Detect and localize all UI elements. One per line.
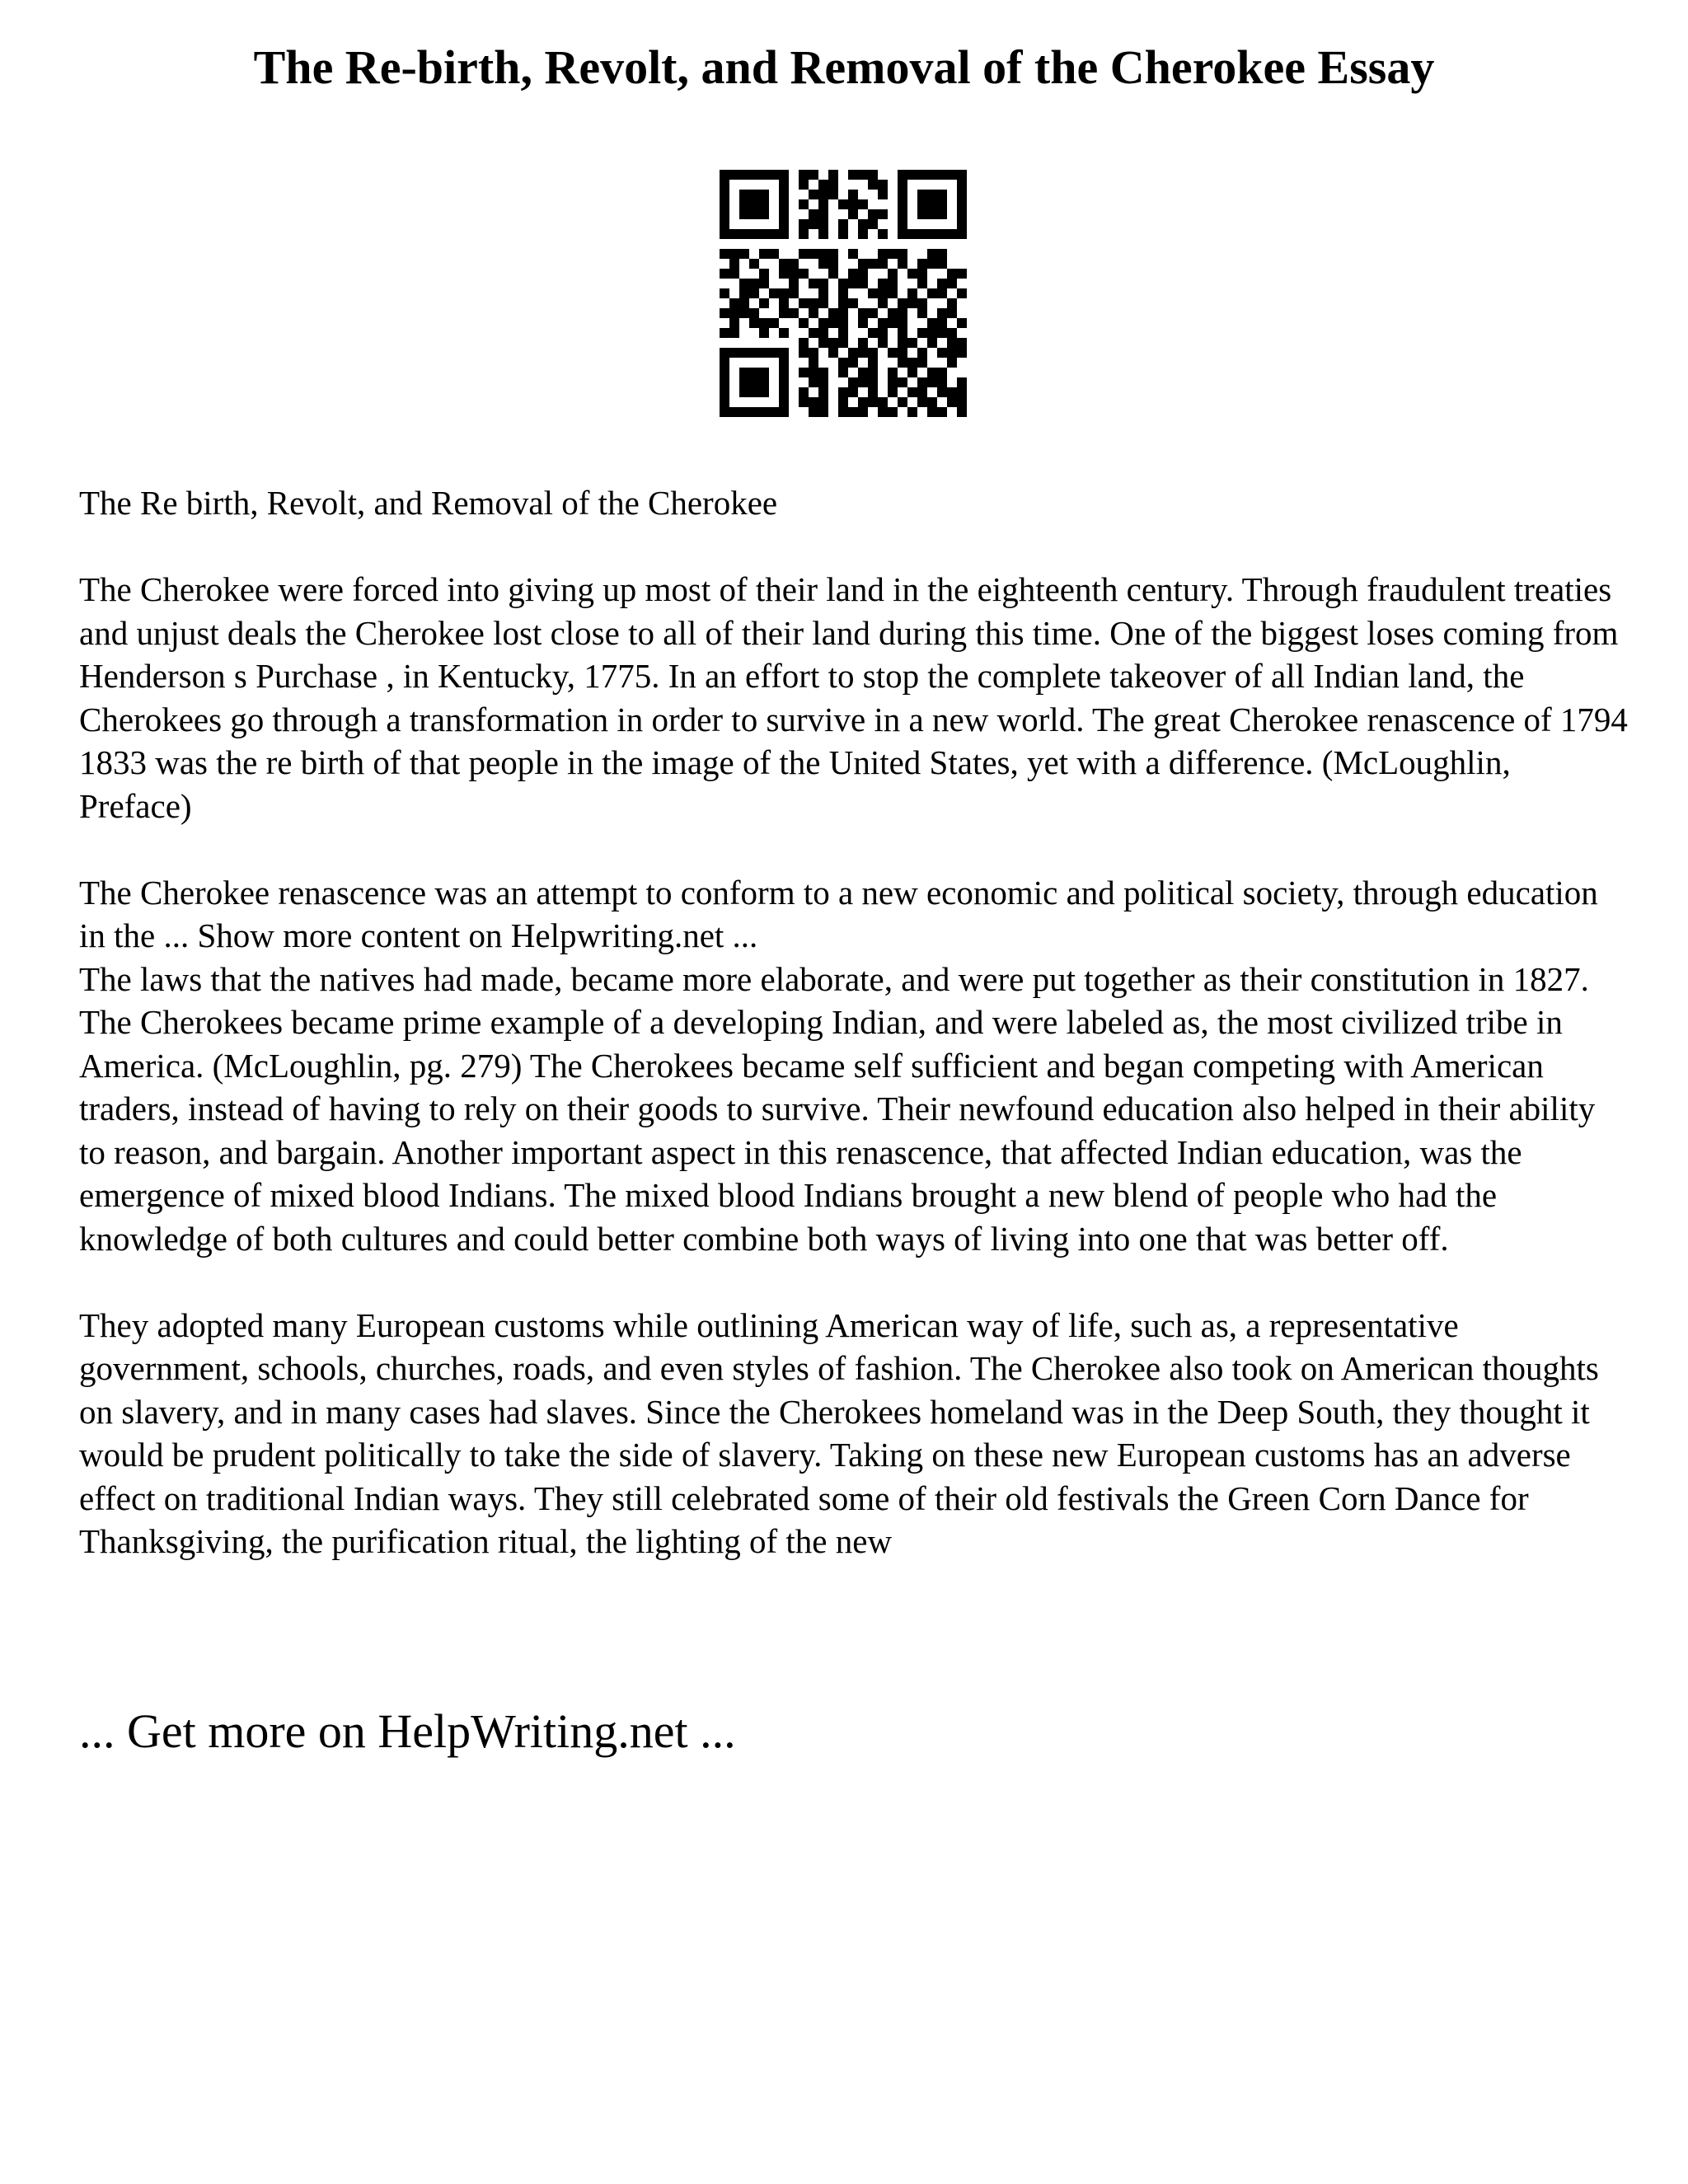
document-title: The Re-birth, Revolt, and Removal of the Cherokee Essay [253,40,1435,94]
body-paragraph: The Cherokee renascence was an attempt to conform to a new economic and political society, through education in the ... Show more content on Helpwriting.net ... [79,873,1598,954]
paragraph-spacer [79,1260,1629,1304]
document-body [79,481,1629,1563]
body-paragraph: The laws that the natives had made, became more elaborate, and were put together as their constitution in 1827. The Cherokees became prime example of a developing Indian, and were labeled as, the most civilized tribe in America. (McLoughlin, pg. 279) The Cherokees became self sufficient and began competing with American traders, instead of having to rely on their goods to survive. Their newfound education also helped in their ability to reason, and bargain. Another important aspect in this renascence, that affected Indian education, was the emergence of mixed blood Indians. The mixed blood Indians brought a new blend of people who had the knowledge of both cultures and could better combine both ways of living into one that was better off. [79,959,1596,1258]
body-paragraph: They adopted many European customs while outlining American way of life, such as, a representative government, schools, churches, roads, and even styles of fashion. The Cherokee also took on American thoughts on slavery, and in many cases had slaves. Since the Cherokees homeland was in the Deep South, they thought it would be prudent politically to take the side of slavery. Taking on these new European customs has an adverse effect on traditional Indian ways. They still celebrated some of their old festivals the Green Corn Dance for Thanksgiving, the purification ritual, the lighting of the new [79,1305,1599,1560]
paragraph-spacer [79,525,1629,569]
qr-code-graphic [720,170,967,417]
qr-code-icon [720,170,967,417]
get-more-link[interactable]: ... Get more on HelpWriting.net ... [79,1704,736,1758]
body-paragraph: The Cherokee were forced into giving up most of their land in the eighteenth century. Through fraudulent treaties and unjust deals the Cherokee lost close to all of their land during this time. One of the biggest loses coming from Henderson s Purchase , in Kentucky, 1775. In an effort to stop the complete takeover of all Indian land, the Cherokees go through a transformation in order to survive in a new world. The great Cherokee renascence of 1794 1833 was the re birth of that people in the image of the United States, yet with a difference. (McLoughlin, Preface) [79,570,1628,825]
document-subtitle: The Re birth, Revolt, and Removal of the Cherokee [79,484,778,522]
paragraph-spacer [79,827,1629,871]
